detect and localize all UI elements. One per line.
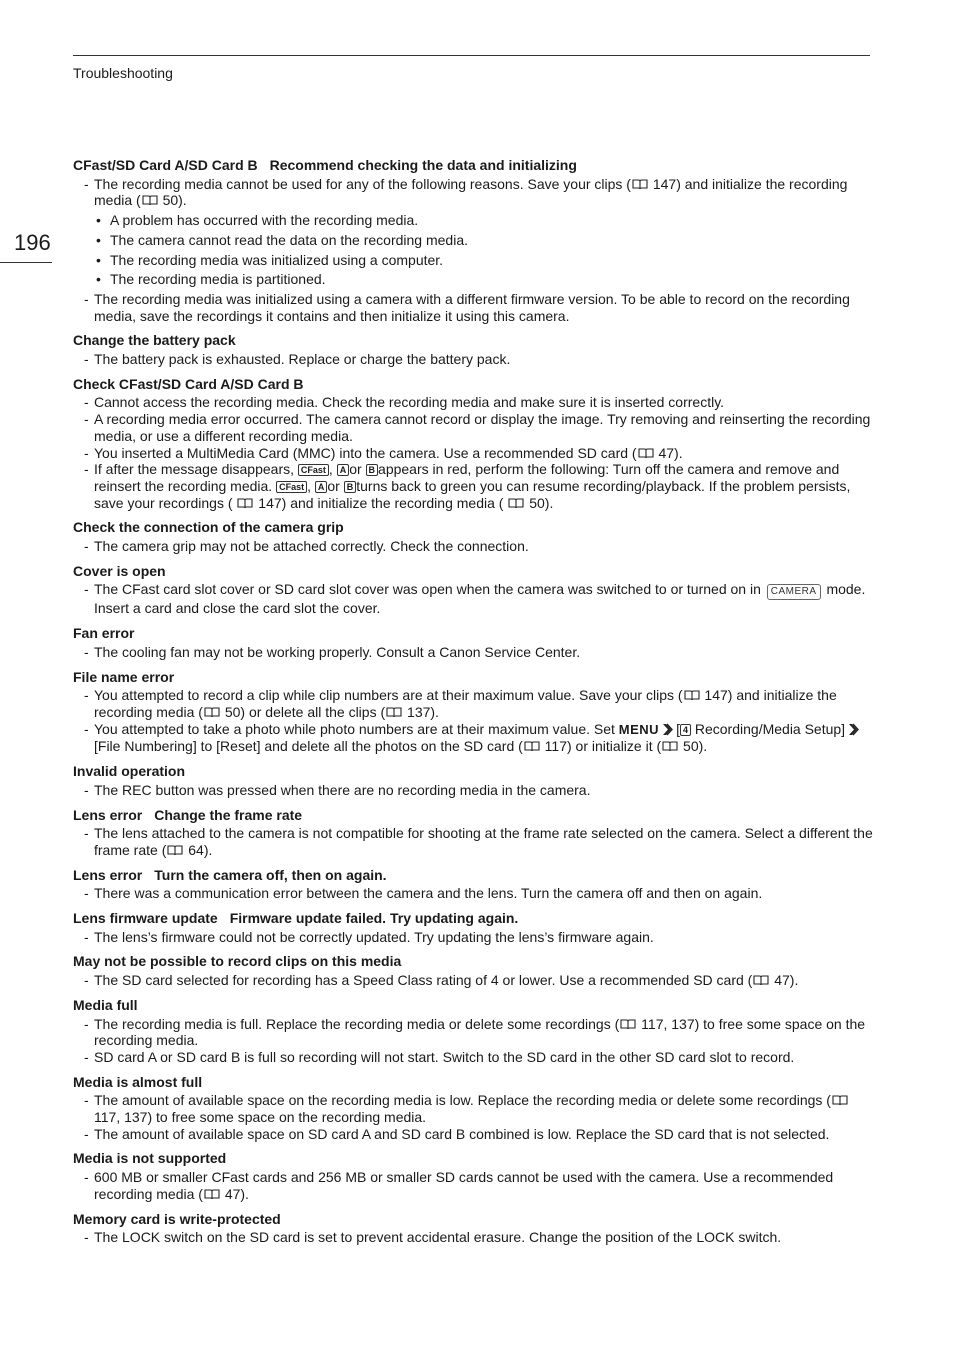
- description-text: The lens’s firmware could not be correctly updated. Try updating the lens’s firmware again.: [94, 928, 654, 945]
- page-number-rule: [0, 262, 52, 263]
- media-status-icon: B: [366, 464, 379, 476]
- bullet-marker: •: [96, 271, 101, 288]
- description-text: 50).: [525, 494, 554, 511]
- description-text: The SD card selected for recording has a Speed Class rating of 4 or lower. Use a recommended SD card (: [94, 972, 753, 989]
- dash-marker: -: [84, 351, 89, 368]
- description-line: [73, 721, 873, 755]
- dash-marker: -: [84, 581, 89, 598]
- message-text: Cover is open: [73, 562, 166, 579]
- message-title: [73, 1150, 873, 1167]
- dash-marker: -: [84, 825, 89, 842]
- dash-marker: -: [84, 1048, 89, 1065]
- message-entry: [73, 332, 873, 367]
- bullet-item: [73, 232, 873, 249]
- description-line: [73, 1169, 873, 1202]
- dash-marker: -: [84, 1092, 89, 1109]
- media-status-icon: B: [344, 481, 357, 493]
- bullet-item: [73, 252, 873, 269]
- book-reference-icon: [524, 739, 540, 750]
- bullet-marker: •: [96, 251, 101, 268]
- description-line: [73, 445, 873, 462]
- dash-marker: -: [84, 1229, 89, 1246]
- description-text: 600 MB or smaller CFast cards and 256 MB or smaller SD cards cannot be used with the camera. Use a recommended recording media (: [94, 1169, 834, 1202]
- book-reference-icon: [167, 843, 183, 854]
- dash-marker: -: [84, 972, 89, 989]
- message-subtext: Change the frame rate: [154, 806, 303, 823]
- message-entry: [73, 563, 873, 617]
- description-text: or: [327, 477, 340, 494]
- description-text: The LOCK switch on the SD card is set to prevent accidental erasure. Change the position of the LOCK switch.: [94, 1229, 782, 1246]
- dash-marker: -: [84, 394, 89, 411]
- message-entry: [73, 519, 873, 554]
- menu-arrow-icon: [661, 723, 674, 736]
- section-header: Troubleshooting: [73, 65, 173, 81]
- message-title: [73, 1211, 873, 1228]
- description-text: 117, 137) to free some space on the recording media.: [94, 1015, 866, 1049]
- dash-marker: -: [84, 720, 89, 737]
- description-line: [73, 929, 873, 946]
- bullet-item: [73, 212, 873, 229]
- message-entry: [73, 1074, 873, 1143]
- book-reference-icon: [386, 705, 402, 716]
- message-title: [73, 563, 873, 580]
- bullet-text: The recording media is partitioned.: [110, 271, 326, 288]
- book-reference-icon: [632, 177, 648, 188]
- dash-marker: -: [84, 928, 89, 945]
- description-line: [73, 687, 873, 720]
- message-title: [73, 997, 873, 1014]
- page-number: 196: [14, 230, 51, 255]
- book-reference-icon: [684, 688, 700, 699]
- description-text: 47).: [654, 444, 683, 461]
- description-text: [File Numbering] to [Reset] and delete all the photos on the SD card (: [94, 738, 523, 755]
- bullet-marker: •: [96, 212, 101, 229]
- book-reference-icon: [204, 1187, 220, 1198]
- description-line: [73, 885, 873, 902]
- book-reference-icon: [204, 705, 220, 716]
- description-text: If after the message disappears,: [94, 461, 294, 478]
- description-line: [73, 291, 873, 324]
- message-entry: [73, 953, 873, 988]
- description-text: SD card A or SD card B is full so recording will not start. Switch to the SD card in the other SD card slot to record.: [94, 1048, 795, 1065]
- message-text: Media is almost full: [73, 1073, 203, 1090]
- bullet-text: The camera cannot read the data on the recording media.: [110, 231, 468, 248]
- description-text: You attempted to record a clip while clip numbers are at their maximum value. Save your clips (: [94, 687, 683, 704]
- camera-mode-badge: CAMERA: [767, 584, 821, 600]
- message-title: [73, 519, 873, 536]
- message-title: [73, 910, 873, 927]
- message-entry: [73, 910, 873, 945]
- book-reference-icon: [638, 446, 654, 457]
- description-text: The recording media is full. Replace the recording media or delete some recordings (: [94, 1015, 620, 1032]
- description-line: [73, 1229, 873, 1246]
- dash-marker: -: [84, 1125, 89, 1142]
- dash-marker: -: [84, 687, 89, 704]
- header-rule: [73, 55, 870, 56]
- description-line: [73, 411, 873, 444]
- description-text: Cannot access the recording media. Check the recording media and make sure it is inserted correctly.: [94, 394, 725, 411]
- description-text: 147) and initialize the recording media (: [94, 687, 837, 720]
- bullet-text: A problem has occurred with the recording media.: [110, 212, 419, 229]
- dash-marker: -: [84, 885, 89, 902]
- message-text: Check CFast/SD Card A/SD Card B: [73, 375, 304, 392]
- message-text: Change the battery pack: [73, 332, 236, 349]
- dash-marker: -: [84, 538, 89, 555]
- dash-marker: -: [84, 1015, 89, 1032]
- description-text: The recording media was initialized using a camera with a different firmware version. To be able to record on the recording media, save the recordings it contains and then initialize it using this camera.: [94, 290, 850, 324]
- description-text: 47).: [220, 1185, 249, 1202]
- message-text: Check the connection of the camera grip: [73, 519, 344, 536]
- media-status-icon: CFast: [276, 481, 307, 493]
- media-status-icon: A: [337, 464, 350, 476]
- menu-arrow-icon: [847, 723, 860, 736]
- menu-tab-icon: 4: [680, 724, 691, 736]
- description-text: The lens attached to the camera is not compatible for shooting at the frame rate selected on the camera. Select a different the frame rate (: [94, 825, 873, 858]
- description-text: 50).: [679, 738, 708, 755]
- description-text: The battery pack is exhausted. Replace or charge the battery pack.: [94, 351, 511, 368]
- message-subtext: Firmware update failed. Try updating again.: [229, 910, 519, 927]
- message-title: [73, 332, 873, 349]
- description-line: [73, 538, 873, 555]
- description-line: [73, 782, 873, 799]
- dash-marker: -: [84, 444, 89, 461]
- message-title: [73, 953, 873, 970]
- message-text: Invalid operation: [73, 763, 186, 780]
- description-text: The CFast card slot cover or SD card slot cover was open when the camera was switched to or turned on in: [94, 581, 761, 598]
- bullet-item: [73, 271, 873, 288]
- message-text: Lens error: [73, 866, 143, 883]
- message-text: Lens firmware update: [73, 910, 218, 927]
- description-text: 64).: [184, 841, 213, 858]
- book-reference-icon: [508, 496, 524, 507]
- description-line: [73, 394, 873, 411]
- description-line: [73, 176, 873, 209]
- dash-marker: -: [84, 411, 89, 428]
- dash-marker: -: [84, 175, 89, 192]
- menu-button-label: MENU: [618, 721, 660, 737]
- description-text: The REC button was pressed when there are no recording media in the camera.: [94, 781, 591, 798]
- description-text: The cooling fan may not be working properly. Consult a Canon Service Center.: [94, 643, 581, 660]
- message-subtext: Turn the camera off, then on again.: [154, 866, 387, 883]
- description-line: [73, 1126, 873, 1143]
- description-line: [73, 825, 873, 858]
- book-reference-icon: [237, 496, 253, 507]
- description-line: [73, 972, 873, 989]
- description-line: [73, 644, 873, 661]
- description-text: 50).: [158, 192, 187, 209]
- media-status-icon: A: [315, 481, 328, 493]
- description-text: 117, 137) to free some space on the recording media.: [94, 1109, 427, 1126]
- description-text: or: [349, 461, 362, 478]
- description-text: mode. Insert a card and close the card slot the cover.: [94, 581, 866, 617]
- message-text: Media is not supported: [73, 1150, 227, 1167]
- book-reference-icon: [753, 973, 769, 984]
- message-text: Lens error: [73, 806, 143, 823]
- description-text: Recording/Media Setup]: [694, 720, 846, 737]
- message-entry: [73, 867, 873, 902]
- message-entry: [73, 625, 873, 660]
- message-title: [73, 625, 873, 642]
- description-text: [: [676, 720, 680, 737]
- description-line: [73, 1049, 873, 1066]
- dash-marker: -: [84, 290, 89, 307]
- dash-marker: -: [84, 781, 89, 798]
- message-text: May not be possible to record clips on this media: [73, 953, 402, 970]
- media-status-icon: CFast: [298, 464, 329, 476]
- description-line: [73, 1092, 873, 1125]
- message-entry: [73, 763, 873, 798]
- message-text: CFast/SD Card A/SD Card B: [73, 157, 258, 173]
- description-line: [73, 351, 873, 368]
- book-reference-icon: [832, 1093, 848, 1104]
- message-subtext: Recommend checking the data and initializing: [269, 157, 577, 173]
- message-title: [73, 763, 873, 780]
- dash-marker: -: [84, 461, 89, 478]
- description-text: 117) or initialize it (: [540, 738, 662, 755]
- description-text: The amount of available space on SD card A and SD card B combined is low. Replace the SD card that is not selected.: [94, 1125, 830, 1142]
- description-text: 47).: [770, 972, 799, 989]
- bullet-text: The recording media was initialized using a computer.: [110, 251, 444, 268]
- description-text: 147) and initialize the recording media (: [254, 494, 504, 511]
- message-title: [73, 1074, 873, 1091]
- description-text: ,: [307, 477, 311, 494]
- message-entry: [73, 997, 873, 1066]
- description-text: The recording media cannot be used for any of the following reasons. Save your clips (: [94, 175, 631, 192]
- message-text: Memory card is write-protected: [73, 1210, 281, 1227]
- description-text: The camera grip may not be attached correctly. Check the connection.: [94, 538, 529, 555]
- message-entry: [73, 1211, 873, 1246]
- message-entry: [73, 807, 873, 859]
- book-reference-icon: [662, 739, 678, 750]
- message-text: File name error: [73, 668, 175, 685]
- description-text: 137).: [403, 703, 439, 720]
- message-title: [73, 669, 873, 686]
- description-line: [73, 1016, 873, 1049]
- description-text: ,: [328, 461, 333, 478]
- description-text: The amount of available space on the recording media is low. Replace the recording media or delete some recordings (: [94, 1092, 831, 1109]
- description-text: turns back to green you can resume recording/playback. If the problem persists, save your recordings (: [94, 477, 851, 511]
- message-entry: [73, 157, 873, 324]
- message-title: [73, 807, 873, 824]
- description-text: You attempted to take a photo while photo numbers are at their maximum value. Set: [94, 720, 615, 737]
- message-title: [73, 867, 873, 884]
- description-text: 147) and initialize the recording media (: [94, 175, 848, 209]
- description-line: [73, 461, 873, 511]
- description-text: 50) or delete all the clips (: [220, 703, 386, 720]
- dash-marker: -: [84, 1169, 89, 1186]
- message-text: Fan error: [73, 625, 135, 642]
- message-entry: [73, 669, 873, 756]
- description-text: There was a communication error between the camera and the lens. Turn the camera off and then on again.: [94, 885, 763, 902]
- message-text: Media full: [73, 996, 138, 1013]
- message-title: [73, 376, 873, 393]
- dash-marker: -: [84, 643, 89, 660]
- troubleshooting-list: [73, 157, 873, 1254]
- bullet-marker: •: [96, 231, 101, 248]
- book-reference-icon: [620, 1017, 636, 1028]
- description-text: appears in red, perform the following: Turn off the camera and remove and reinsert the recording media.: [94, 461, 840, 494]
- message-entry: [73, 376, 873, 512]
- description-text: A recording media error occurred. The camera cannot record or display the image. Try removing and reinserting the recording media, or use a different recording media.: [94, 411, 871, 444]
- message-title: [73, 157, 873, 174]
- book-reference-icon: [142, 193, 158, 204]
- description-text: You inserted a MultiMedia Card (MMC) into the camera. Use a recommended SD card (: [94, 444, 637, 461]
- description-line: [73, 581, 873, 617]
- message-entry: [73, 1150, 873, 1202]
